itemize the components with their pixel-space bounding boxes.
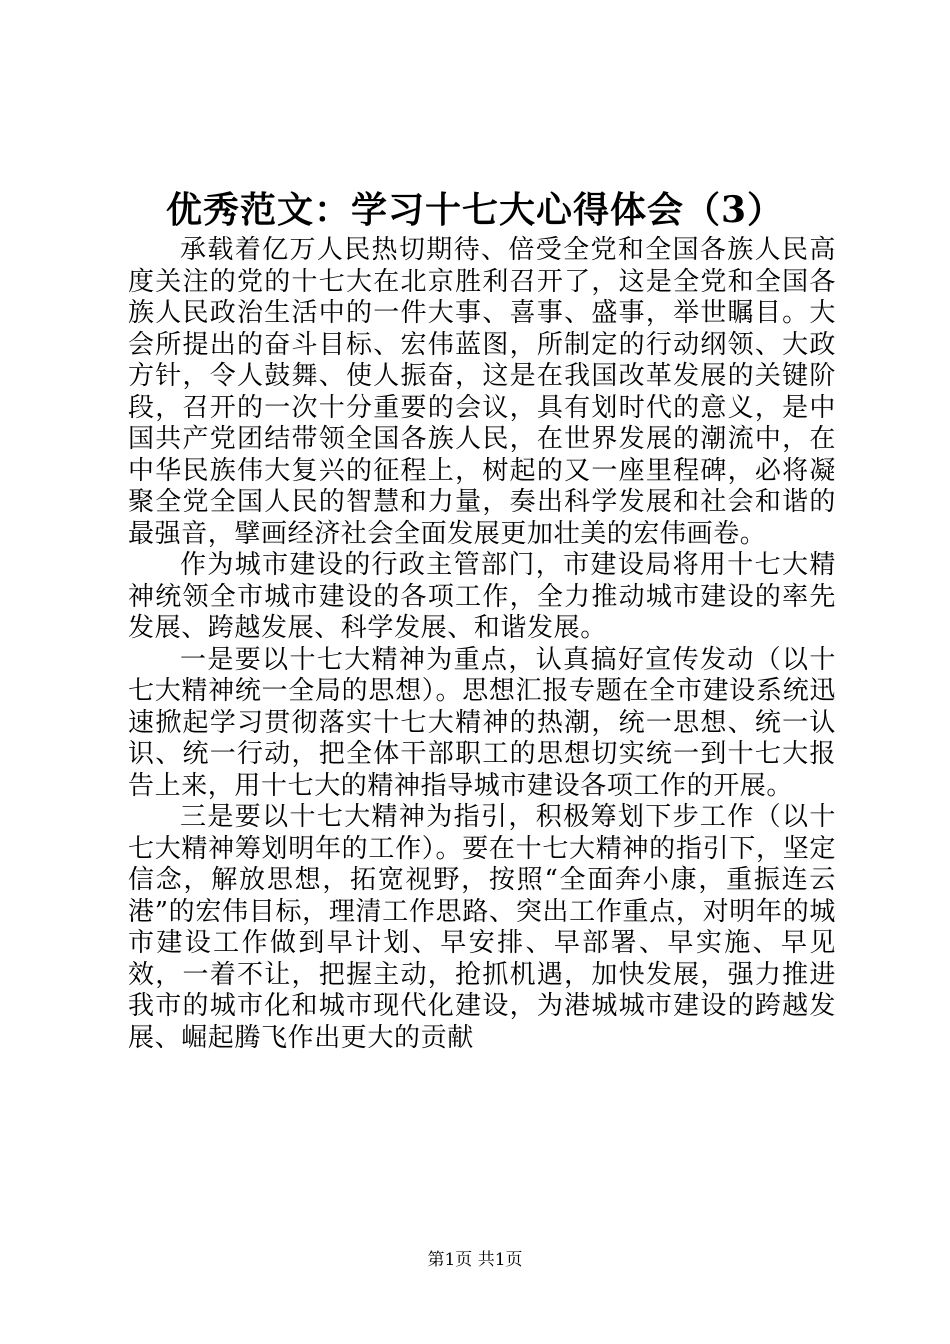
- page-number-footer: 第1页 共1页: [427, 1250, 523, 1270]
- paragraph: 三是要以十七大精神为指引，积极筹划下步工作（以十七大精神筹划明年的工作）。要在十七大精神的指引下，坚定信念，解放思想，拓宽视野，按照“全面奔小康，重振连云港”的宏伟目标，理清工作思路、突出工作重点，对明年的城市建设工作做到早计划、早安排、早部署、早实施、早见效，一着不让，把握主动，抢抓机遇，加快发展，强力推进我市的城市化和城市现代化建设，为港城城市建设的跨越发展、崛起腾飞作出更大的贡献: [128, 802, 836, 1053]
- document-title: 优秀范文：学习十七大心得体会（3）: [165, 189, 785, 231]
- paragraph: 作为城市建设的行政主管部门，市建设局将用十七大精神统领全市城市建设的各项工作，全力推动城市建设的率先发展、跨越发展、科学发展、和谐发展。: [128, 550, 836, 643]
- document-body: [128, 235, 836, 1054]
- paragraph: 承载着亿万人民热切期待、倍受全党和全国各族人民高度关注的党的十七大在北京胜利召开了，这是全党和全国各族人民政治生活中的一件大事、喜事、盛事，举世瞩目。大会所提出的奋斗目标、宏伟蓝图，所制定的行动纲领、大政方针，令人鼓舞、使人振奋，这是在我国改革发展的关键阶段，召开的一次十分重要的会议，具有划时代的意义，是中国共产党团结带领全国各族人民，在世界发展的潮流中，在中华民族伟大复兴的征程上，树起的又一座里程碑，必将凝聚全党全国人民的智慧和力量，奏出科学发展和社会和谐的最强音，擘画经济社会全面发展更加壮美的宏伟画卷。: [128, 235, 836, 549]
- paragraph: 一是要以十七大精神为重点，认真搞好宣传发动（以十七大精神统一全局的思想）。思想汇报专题在全市建设系统迅速掀起学习贯彻落实十七大精神的热潮，统一思想、统一认识、统一行动，把全体干部职工的思想切实统一到十七大报告上来，用十七大的精神指导城市建设各项工作的开展。: [128, 644, 836, 801]
